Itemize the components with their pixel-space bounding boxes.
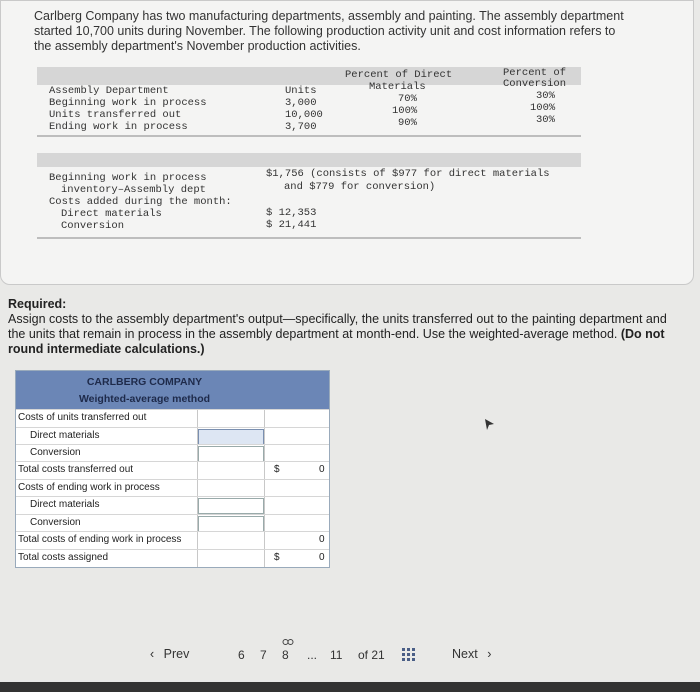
cost-label: Beginning work in process (49, 172, 207, 184)
page-8[interactable] (282, 648, 289, 662)
row-label: Costs of units transferred out (18, 412, 147, 423)
row-label: Total costs assigned (18, 552, 109, 563)
row-label: Direct materials (30, 499, 100, 510)
page-6[interactable]: 6 (238, 648, 245, 662)
units-row-label: Units transferred out (49, 109, 182, 121)
cost-table (37, 153, 581, 239)
cost-value: and $779 for conversion) (284, 181, 436, 193)
page-count: of 21 (358, 648, 385, 662)
required-note: (Do not round intermediate calculations.) (8, 327, 665, 356)
answer-header (16, 371, 329, 409)
dollar-sign: $ (274, 464, 280, 475)
ending-conv-input[interactable] (198, 516, 264, 532)
units-value: 10,000 (285, 109, 323, 121)
conv-header-2: Conversion (503, 78, 567, 90)
prev-label: Prev (163, 647, 190, 661)
dm-value: 70% (398, 93, 417, 105)
chevron-left-icon: ‹ (150, 647, 155, 661)
company-name: CARLBERG COMPANY (86, 376, 203, 388)
required-text: Assign costs to the assembly department's output—specifically, the units transferred out to the painting department and the units that remain in process in the assembly department at month-end. Use the weighted-average method. (8, 312, 667, 341)
cost-label: Costs added during the month: (49, 196, 232, 208)
total-ending-value: 0 (319, 534, 325, 545)
problem-panel (0, 0, 694, 285)
answer-table (15, 370, 330, 568)
required-section (8, 297, 684, 357)
units-row-label: Assembly Department (49, 85, 169, 97)
cost-label: Direct materials (61, 208, 162, 220)
conv-value: 100% (530, 102, 556, 114)
dm-value: 100% (392, 105, 418, 117)
conv-value: 30% (536, 114, 555, 126)
grid-icon[interactable] (402, 648, 416, 662)
method-name: Weighted-average method (78, 393, 211, 405)
dm-header: Percent of Direct (345, 69, 453, 81)
page-7[interactable]: 7 (260, 648, 267, 662)
row-label: Total costs transferred out (18, 464, 134, 475)
cost-value: $1,756 (consists of $977 for direct materials (266, 168, 550, 180)
cost-value: $ 12,353 (266, 207, 317, 219)
row-label: Total costs of ending work in process (18, 534, 182, 545)
transferred-dm-input[interactable] (198, 429, 264, 445)
cost-label: Conversion (61, 220, 125, 232)
cursor-icon (484, 418, 496, 432)
units-value: 3,700 (285, 121, 317, 133)
page-11[interactable]: 11 (330, 648, 343, 662)
dm-header-2: Materials (369, 81, 426, 93)
row-label: Conversion (30, 517, 81, 528)
units-table (37, 67, 581, 137)
units-row-label: Ending work in process (49, 121, 188, 133)
transferred-conv-input[interactable] (198, 446, 264, 462)
units-header: Units (285, 85, 317, 97)
page-8-label: 8 (282, 648, 289, 662)
chevron-right-icon: › (487, 647, 492, 661)
total-assigned-value: 0 (319, 552, 325, 563)
next-button[interactable] (452, 647, 491, 661)
prev-button[interactable] (150, 647, 189, 661)
conv-value: 30% (536, 90, 555, 102)
row-label: Costs of ending work in process (18, 482, 160, 493)
next-label: Next (452, 647, 478, 661)
ending-dm-input[interactable] (198, 498, 264, 514)
problem-intro: Carlberg Company has two manufacturing departments, assembly and painting. The assembly department started 10,700 units during November. The following production activity unit and cost information refers to the assembly department's November production activities. (34, 9, 624, 53)
dollar-sign: $ (274, 552, 280, 563)
bottom-bar (0, 682, 700, 692)
row-label: Conversion (30, 447, 81, 458)
page-ellipsis: ... (307, 648, 318, 662)
units-value: 3,000 (285, 97, 317, 109)
cost-value: $ 21,441 (266, 219, 317, 231)
total-transferred-value: 0 (319, 464, 325, 475)
cost-label: inventory–Assembly dept (61, 184, 206, 196)
link-icon (282, 638, 294, 646)
dm-value: 90% (398, 117, 417, 129)
units-row-label: Beginning work in process (49, 97, 207, 109)
conv-header: Percent of (503, 67, 567, 79)
required-title: Required: (8, 297, 67, 311)
row-label: Direct materials (30, 430, 100, 441)
